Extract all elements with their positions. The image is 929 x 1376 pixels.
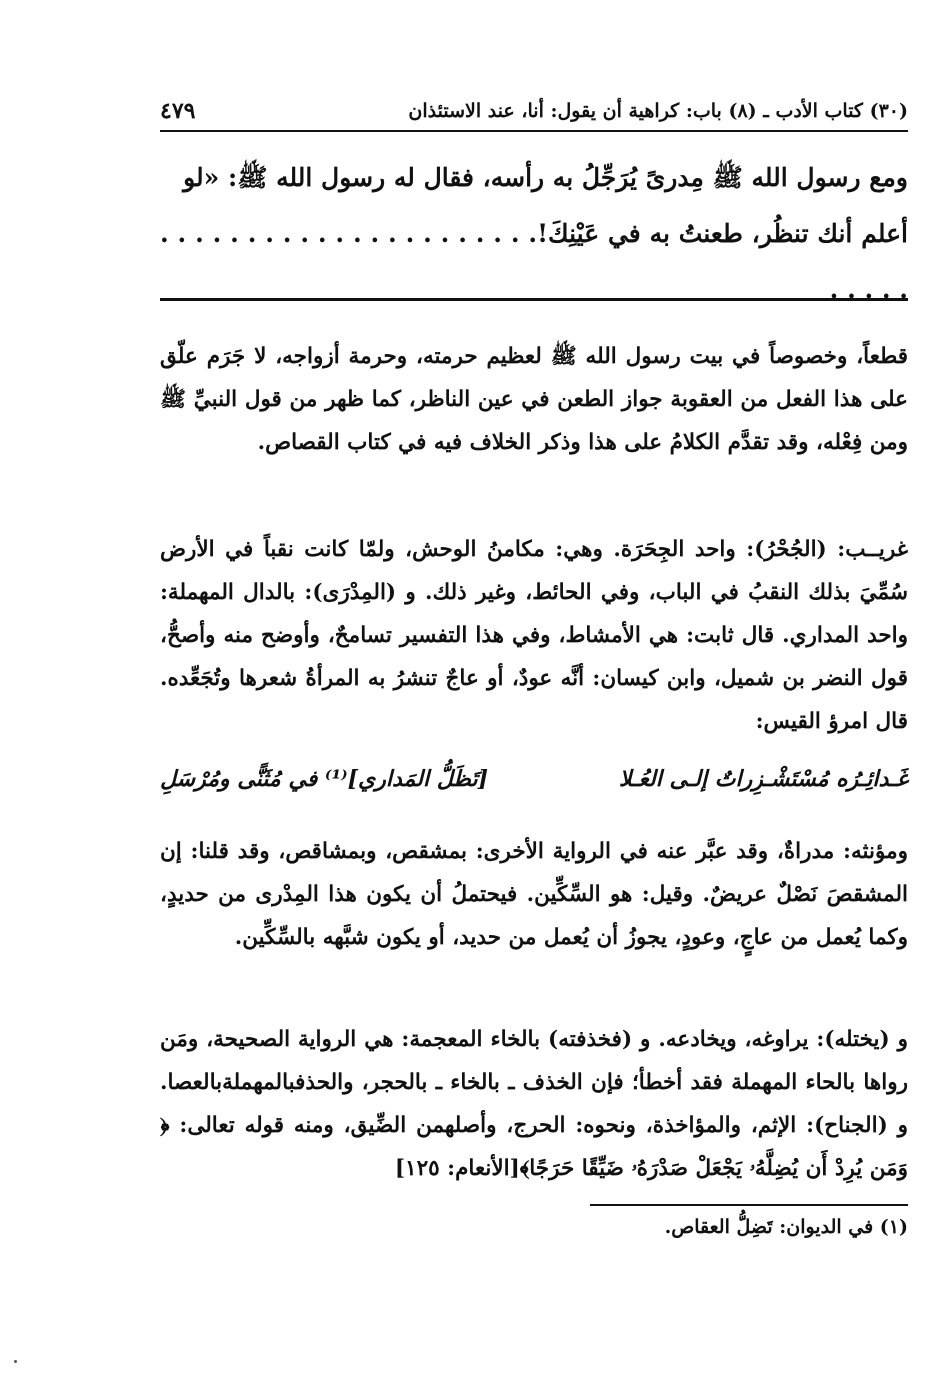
commentary-paragraph: و (يختله): يراوغه، ويخادعه. و (فخذفته) بالخاء المعجمة: هي الرواية الصحيحة، ومَن رواها بالحاء المهملة فقد أخطأ؛ فإن الخذف ـ بالخاء ـ بالحجر، والحذفبالمهملةبالعصا. و (الجناح): الإثم، والمؤاخذة، ونحوه: الحرج، وأصلهمن الضِّيق، ومنه قوله تعالى: ﴿ وَمَن يُرِدْ أَن يُضِلَّهُۥ يَجْعَلْ صَدْرَهُۥ ضَيِّقًا حَرَجًا﴾[الأنعام: ١٢٥] bbox=[160, 1027, 908, 1181]
header-rule bbox=[160, 130, 908, 132]
hadith-line: ومع رسول الله ﷺ مِدرىً يُرَجِّلُ به رأسه، فقال له رسول الله ﷺ: «لو bbox=[183, 163, 908, 192]
footnote: (١) في الديوان: تَضِلُّ العقاص. bbox=[664, 1216, 908, 1238]
running-header bbox=[160, 96, 908, 132]
footnote-rule bbox=[590, 1204, 908, 1206]
text-commentary-separator bbox=[160, 298, 908, 301]
poetry-verse bbox=[160, 760, 908, 810]
verse-second-hemistich: [تَظَلُّ المَداري]⁽¹⁾ في مُثَنًّى ومُرْسَلِ bbox=[160, 766, 488, 792]
hadith-line: أعلم أنك تنظُر، طعنتُ به في عَيْنِكَ!. . . . . . . . . . . . . . . . . . . . . . . . . . . bbox=[160, 219, 908, 304]
verse-first-hemistich: غَـدائِـرُه مُسْتَشْـزِراتٌ إلـى العُـلا bbox=[618, 766, 908, 792]
commentary-paragraph: غريــب: (الجُحْرُ): واحد الجِحَرَة. وهي: مكامنُ الوحش، ولمّا كانت نقباً في الأرض سُمِّيَ بذلك النقبُ في الباب، وفي الحائط، وغير ذلك. و (المِدْرَى): بالدال المهملة: واحد المداري. قال ثابت: هي الأمشاط، وفي هذا التفسير تسامحٌ، وأوضح منه وأصحُّ، قول النضر بن شميل، وابن كيسان: أنَّه عودٌ، أو عاجٌ تنشرُ به المرأةُ شعرها وتُجَعِّده. قال امرؤ القيس: bbox=[160, 537, 908, 734]
commentary-paragraph: ومؤنثه: مدراةٌ، وقد عبَّر عنه في الرواية الأخرى: بمشقص، وبمشاقص، وقد قلنا: إن المشقصَ نَصْلٌ عريضٌ. وقيل: هو السِّكِّين. فيحتملُ أن يكون هذا المِدْرى من حديدٍ، وكما يُعمل من عاجٍ، وعودٍ، يجوزُ أن يُعمل من حديد، أو يكون شبَّهه بالسِّكِّين. bbox=[160, 839, 908, 950]
running-header-title: (٣٠) كتاب الأدب ـ (٨) باب: كراهية أن يقول: أنا، عند الاستئذان bbox=[408, 100, 908, 122]
page-number: ٤٧٩ bbox=[160, 98, 196, 124]
commentary-paragraph: قطعاً، وخصوصاً في بيت رسول الله ﷺ لعظيم حرمته، وحرمة أزواجه، لا جَرَم علّق على هذا الفعل من العقوبة جواز الطعن في عين الناظر، كما ظهر من قول النبيِّ ﷺ ومن فِعْله، وقد تقدَّم الكلامُ على هذا وذكر الخلاف فيه في كتاب القصاص. bbox=[160, 344, 908, 455]
scan-speck bbox=[14, 1360, 17, 1363]
hadith-text bbox=[160, 150, 908, 318]
